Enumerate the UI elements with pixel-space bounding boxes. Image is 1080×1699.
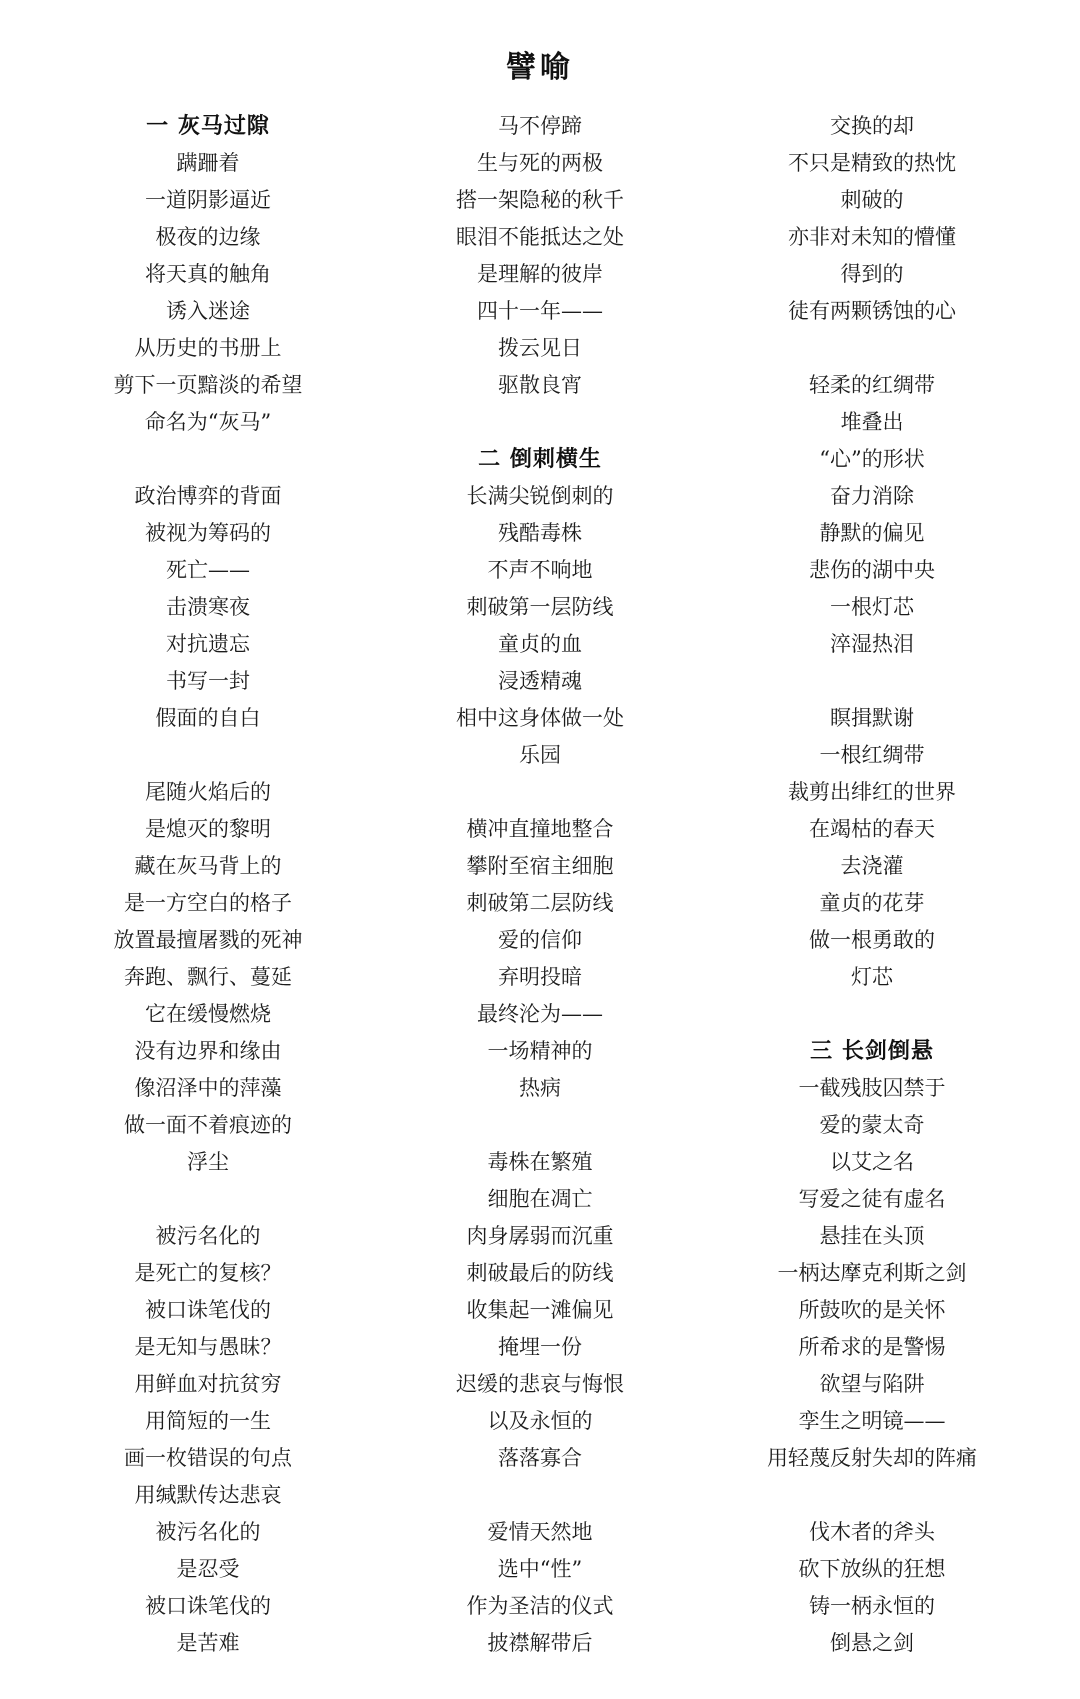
poem-line: 驱散良宵 xyxy=(498,373,582,397)
poem-line: 马不停蹄 xyxy=(498,114,582,138)
poem-line: 生与死的两极 xyxy=(477,151,603,175)
poem-line: 书写一封 xyxy=(166,669,250,693)
poem-line: 剪下一页黯淡的希望 xyxy=(113,373,303,397)
poem-line: 刺破第二层防线 xyxy=(466,891,614,915)
poem-line: 童贞的花芽 xyxy=(819,891,925,915)
poem-line: 爱的蒙太奇 xyxy=(819,1113,925,1137)
poem-line: 残酷毒株 xyxy=(498,521,582,545)
poem-line: 细胞在凋亡 xyxy=(487,1187,593,1211)
section-header: 一 灰马过隙 xyxy=(146,113,270,139)
poem-line: 肉身孱弱而沉重 xyxy=(466,1224,614,1248)
poem-line: 被视为筹码的 xyxy=(145,521,271,545)
poem-column xyxy=(722,108,1022,1699)
poem-line: 以艾之名 xyxy=(830,1150,914,1174)
poem-line: 悬挂在头顶 xyxy=(819,1224,925,1248)
poem-line: 刺破的 xyxy=(840,188,904,212)
poem-line: 一根灯芯 xyxy=(830,595,914,619)
poem-line: 被口诛笔伐的 xyxy=(145,1594,271,1618)
poem-line: 选中“性” xyxy=(497,1557,583,1581)
poem-line: 淬湿热泪 xyxy=(830,632,914,656)
poem-line: 作为圣洁的仪式 xyxy=(466,1594,614,1618)
poem-line: 去浇灌 xyxy=(840,854,904,878)
poem-line: 搭一架隐秘的秋千 xyxy=(456,188,624,212)
poem-line: 以及永恒的 xyxy=(487,1409,593,1433)
poem-line: 爱的信仰 xyxy=(498,928,582,952)
poem-line: 被污名化的 xyxy=(155,1520,261,1544)
poem-line: 得到的 xyxy=(840,262,904,286)
poem-line: 极夜的边缘 xyxy=(155,225,261,249)
poem-line: 诱入迷途 xyxy=(166,299,250,323)
poem-stanza xyxy=(390,108,690,404)
poem-line: 刺破最后的防线 xyxy=(466,1261,614,1285)
poem-line: 横冲直撞地整合 xyxy=(466,817,614,841)
poem-line: 命名为“灰马” xyxy=(144,410,272,434)
poem-line: 是死亡的复核？ xyxy=(134,1261,282,1285)
poem-line: 从历史的书册上 xyxy=(134,336,282,360)
poem-line: 画一枚错误的句点 xyxy=(124,1446,292,1470)
poem-stanza xyxy=(722,1514,1022,1662)
poem-line: 童贞的血 xyxy=(498,632,582,656)
poem-line: 放置最擅屠戮的死神 xyxy=(113,928,303,952)
poem-line: 用鲜血对抗贫穷 xyxy=(134,1372,282,1396)
poem-line: 轻柔的红绸带 xyxy=(809,373,935,397)
poem-stanza xyxy=(722,108,1022,330)
poem-line: 击溃寒夜 xyxy=(166,595,250,619)
poem-line: 徒有两颗锈蚀的心 xyxy=(788,299,956,323)
poem-columns xyxy=(0,108,1080,1699)
poem-line: 是忍受 xyxy=(176,1557,240,1581)
poem-line: 弃明投暗 xyxy=(498,965,582,989)
poem-line: 攀附至宿主细胞 xyxy=(466,854,614,878)
poem-stanza xyxy=(58,108,358,441)
poem-line: 假面的自白 xyxy=(155,706,261,730)
poem-line: 用轻蔑反射失却的阵痛 xyxy=(767,1446,977,1470)
poem-line: 亦非对未知的懵懂 xyxy=(788,225,956,249)
poem-stanza xyxy=(58,1218,358,1662)
poem-line: 毒株在繁殖 xyxy=(487,1150,593,1174)
poem-line: 收集起一滩偏见 xyxy=(466,1298,614,1322)
poem-line: 是理解的彼岸 xyxy=(477,262,603,286)
poem-line: 用简短的一生 xyxy=(145,1409,271,1433)
poem-stanza xyxy=(722,700,1022,996)
poem-line: 奔跑、飘行、蔓延 xyxy=(124,965,292,989)
poem-line: 浸透精魂 xyxy=(498,669,582,693)
poem-line: 迟缓的悲哀与悔恨 xyxy=(456,1372,624,1396)
poem-stanza xyxy=(722,1033,1022,1477)
poem-stanza xyxy=(390,1144,690,1477)
poem-line: 欲望与陷阱 xyxy=(819,1372,925,1396)
poem-line: 藏在灰马背上的 xyxy=(134,854,282,878)
poem-stanza xyxy=(722,367,1022,663)
poem-line: 它在缓慢燃烧 xyxy=(145,1002,271,1026)
poem-line: 像沼泽中的萍藻 xyxy=(134,1076,282,1100)
poem-line: 长满尖锐倒刺的 xyxy=(466,484,614,508)
poem-line: 乐园 xyxy=(519,743,561,767)
poem-line: 相中这身体做一处 xyxy=(456,706,624,730)
poem-stanza xyxy=(390,1514,690,1662)
poem-line: 伐木者的斧头 xyxy=(809,1520,935,1544)
poem-line: 一场精神的 xyxy=(487,1039,593,1063)
poem-line: 灯芯 xyxy=(851,965,893,989)
poem-line: 不只是精致的热忱 xyxy=(788,151,956,175)
poem-line: 所希求的是警惕 xyxy=(798,1335,946,1359)
poem-line: 是熄灭的黎明 xyxy=(145,817,271,841)
poem-line: 掩埋一份 xyxy=(498,1335,582,1359)
poem-line: “心”的形状 xyxy=(819,447,925,471)
section-header: 三 长剑倒悬 xyxy=(810,1038,934,1064)
poem-line: 落落寡合 xyxy=(498,1446,582,1470)
poem-line: 一柄达摩克利斯之剑 xyxy=(777,1261,967,1285)
poem-stanza xyxy=(58,478,358,737)
poem-line: 在竭枯的春天 xyxy=(809,817,935,841)
poem-line: 倒悬之剑 xyxy=(830,1631,914,1655)
poem-line: 一道阴影逼近 xyxy=(145,188,271,212)
poem-line: 砍下放纵的狂想 xyxy=(798,1557,946,1581)
poem-line: 爱情天然地 xyxy=(487,1520,593,1544)
poem-line: 拨云见日 xyxy=(498,336,582,360)
poem-line: 对抗遗忘 xyxy=(166,632,250,656)
poem-line: 所鼓吹的是关怀 xyxy=(798,1298,946,1322)
poem-line: 浮尘 xyxy=(187,1150,229,1174)
poem-line: 被污名化的 xyxy=(155,1224,261,1248)
poem-line: 铸一柄永恒的 xyxy=(809,1594,935,1618)
poem-line: 是苦难 xyxy=(176,1631,240,1655)
poem-line: 是无知与愚昧？ xyxy=(134,1335,282,1359)
poem-line: 将天真的触角 xyxy=(145,262,271,286)
poem-line: 不声不响地 xyxy=(487,558,593,582)
section-header: 二 倒刺横生 xyxy=(478,446,602,472)
poem-line: 悲伤的湖中央 xyxy=(809,558,935,582)
poem-line: 静默的偏见 xyxy=(819,521,925,545)
poem-line: 政治博弈的背面 xyxy=(134,484,282,508)
poem-line: 热病 xyxy=(519,1076,561,1100)
poem-line: 是一方空白的格子 xyxy=(124,891,292,915)
poem-line: 堆叠出 xyxy=(840,410,904,434)
poem-column xyxy=(58,108,358,1699)
poem-column xyxy=(390,108,690,1699)
poem-line: 最终沦为—— xyxy=(477,1002,603,1026)
poem-line: 没有边界和缘由 xyxy=(134,1039,282,1063)
poem-line: 披襟解带后 xyxy=(487,1631,593,1655)
poem-line: 做一面不着痕迹的 xyxy=(124,1113,292,1137)
poem-line: 四十一年—— xyxy=(477,299,603,323)
poem-line: 孪生之明镜—— xyxy=(798,1409,946,1433)
poem-line: 奋力消除 xyxy=(830,484,914,508)
poem-stanza xyxy=(58,774,358,1181)
poem-line: 裁剪出绯红的世界 xyxy=(788,780,956,804)
poem-line: 蹒跚着 xyxy=(176,151,240,175)
poem-line: 被口诛笔伐的 xyxy=(145,1298,271,1322)
poem-stanza xyxy=(390,441,690,774)
poem-line: 写爱之徒有虚名 xyxy=(798,1187,946,1211)
poem-line: 交换的却 xyxy=(830,114,914,138)
poem-line: 做一根勇敢的 xyxy=(809,928,935,952)
poem-line: 一截残肢囚禁于 xyxy=(798,1076,946,1100)
poem-line: 尾随火焰后的 xyxy=(145,780,271,804)
poem-stanza xyxy=(390,811,690,1107)
poem-line: 一根红绸带 xyxy=(819,743,925,767)
poem-line: 用缄默传达悲哀 xyxy=(134,1483,282,1507)
poem-line: 刺破第一层防线 xyxy=(466,595,614,619)
poem-line: 瞑揖默谢 xyxy=(830,706,914,730)
page-title: 譬喻 xyxy=(506,50,574,85)
poem-line: 死亡—— xyxy=(166,558,250,582)
poem-line: 眼泪不能抵达之处 xyxy=(456,225,624,249)
